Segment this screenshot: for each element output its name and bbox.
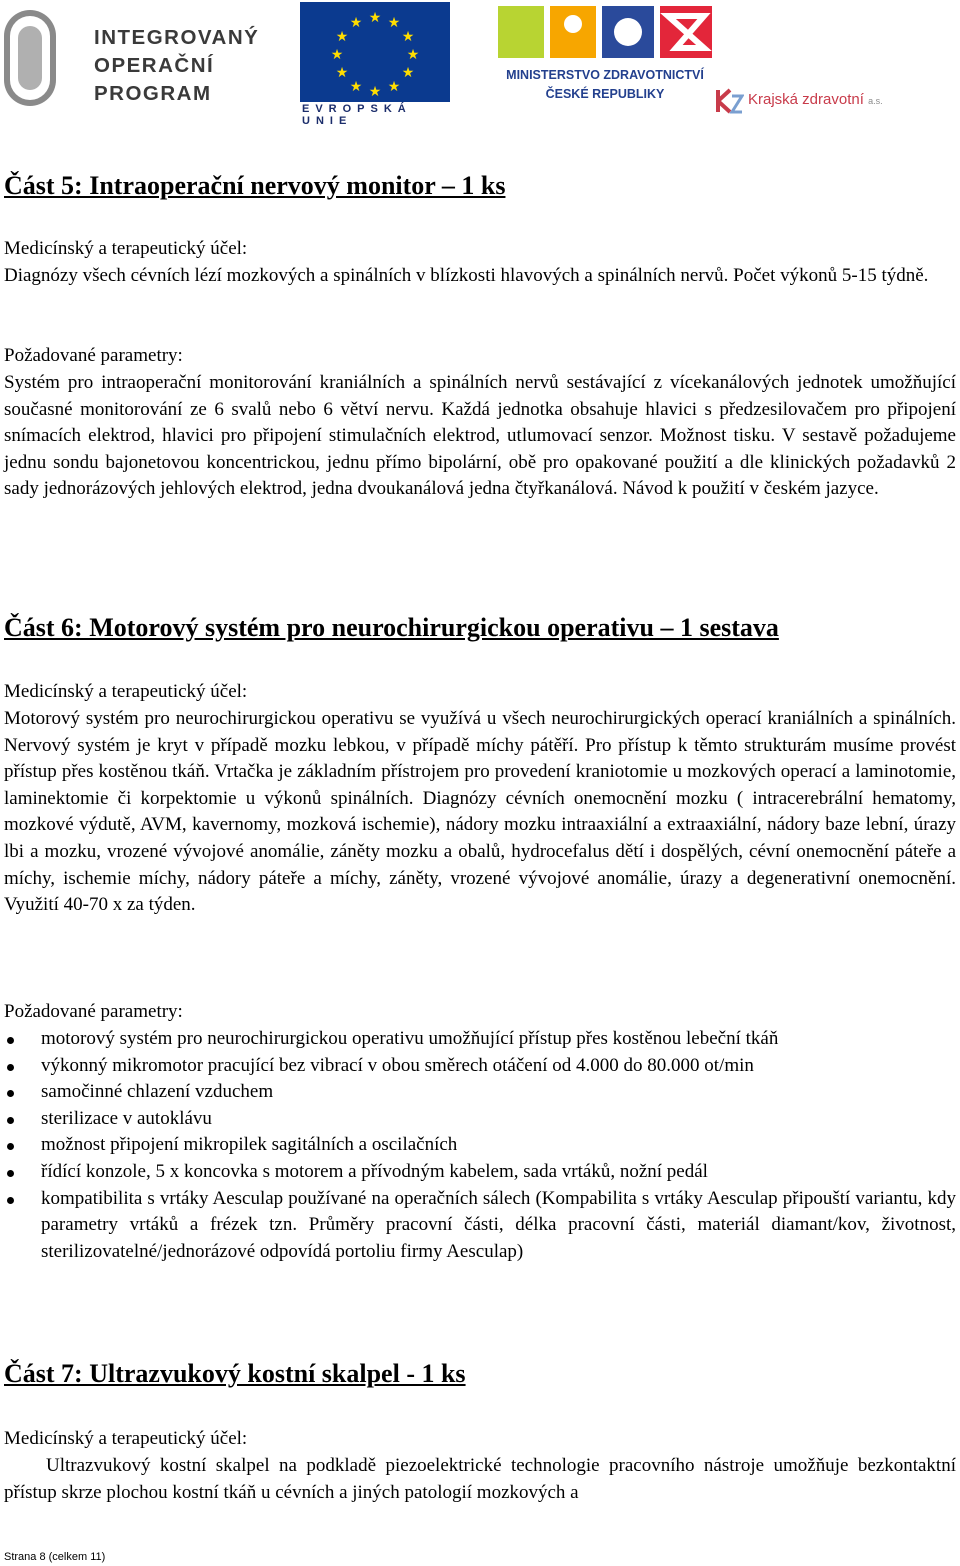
- section-5-purpose-label: Medicínský a terapeutický účel:: [4, 238, 248, 259]
- section-5-purpose-text: Diagnózy všech cévních lézí mozkových a spinálních v blízkosti hlavových a spinálních nervů. Počet výkonů 5-15 týdně.: [4, 265, 929, 286]
- kz-emblem-icon: [714, 88, 744, 114]
- section-7-purpose-label: Medicínský a terapeutický účel:: [4, 1428, 248, 1449]
- section-7-heading: Část 7: Ultrazvukový kostní skalpel - 1 ks: [4, 1359, 466, 1388]
- svg-text:★: ★: [335, 66, 349, 81]
- section-6-purpose-label: Medicínský a terapeutický účel:: [4, 681, 248, 702]
- iop-emblem-icon: [4, 8, 94, 108]
- kz-name: Krajská zdravotní: [748, 91, 864, 108]
- page-footer: Strana 8 (celkem 11): [4, 1551, 106, 1563]
- svg-text:★: ★: [349, 16, 363, 31]
- svg-text:★: ★: [387, 80, 401, 95]
- page-header: [0, 0, 960, 130]
- bullet-icon: [7, 1064, 14, 1071]
- ministry-emblem-icon: [492, 2, 718, 64]
- bullet-icon: [7, 1197, 14, 1204]
- list-item: motorový systém pro neurochirurgickou operativu umožňující přístup přes kostěnou lebeční tkáň: [4, 1026, 956, 1053]
- ministry-line-2: ČESKÉ REPUBLIKY: [545, 87, 665, 101]
- ministry-logo: [492, 2, 718, 102]
- iop-logo-text: [94, 24, 259, 108]
- list-item: řídící konzole, 5 x koncovka s motorem a přívodným kabelem, sada vrtáků, nožní pedál: [4, 1159, 956, 1186]
- list-item: samočinné chlazení vzduchem: [4, 1079, 956, 1106]
- list-item: sterilizace v autoklávu: [4, 1106, 956, 1133]
- bullet-icon: [7, 1037, 14, 1044]
- kz-logo: [714, 88, 904, 118]
- svg-text:★: ★: [387, 16, 401, 31]
- svg-text:★: ★: [349, 80, 363, 95]
- iop-line-1: INTEGROVANÝ: [94, 26, 260, 49]
- bullet-icon: [7, 1170, 14, 1177]
- list-item: možnost připojení mikropilek sagitálních a oscilačních: [4, 1132, 956, 1159]
- iop-line-3: PROGRAM: [94, 82, 212, 105]
- section-6-params-list: [4, 1026, 956, 1265]
- list-item: kompatibilita s vrtáky Aesculap používané na operačních sálech (Kompabilita s vrtáky Aesculap připouští variantu, kdy parametry vrtáků a frézek tzn. Průměry pracovní části, délka pracovní části, materiál diamant/kov, životnost, sterilizovatelné/jednorázové odpovídá portoliu firmy Aesculap): [4, 1186, 956, 1266]
- iop-line-2: OPERAČNÍ: [94, 54, 215, 77]
- kz-suffix: a.s.: [868, 96, 883, 106]
- bullet-icon: [7, 1117, 14, 1124]
- bullet-icon: [7, 1090, 14, 1097]
- section-6-heading: Část 6: Motorový systém pro neurochirurgickou operativu – 1 sestava: [4, 613, 779, 642]
- svg-text:★: ★: [368, 11, 382, 26]
- list-item: výkonný mikromotor pracující bez vibrací v obou směrech otáčení od 4.000 do 80.000 ot/min: [4, 1053, 956, 1080]
- section-6-params-label: Požadované parametry:: [4, 1001, 183, 1022]
- ministry-line-1: MINISTERSTVO ZDRAVOTNICTVÍ: [506, 68, 704, 82]
- svg-text:★: ★: [401, 30, 415, 45]
- eu-flag-icon: [300, 2, 450, 102]
- svg-text:★: ★: [330, 48, 344, 63]
- svg-text:★: ★: [401, 66, 415, 81]
- section-5-params-text: Systém pro intraoperační monitorování kraniálních a spinálních nervů sestávající z vícekanálových jednotek umožňující současné monitorování ze 6 svalů nebo 6 větví nervu. Každá jednotka obsahuje hlavici s předzesilovačem pro připojení snímacích elektrod, hlavici pro připojení stimulačních elektrod, utlumovací senzor. Možnost tisku. V sestavě požadujeme jednu sondu bajonetovou koncentrickou, jednu přímo bipolární, obě pro opakované použití a dle klinických požadavků 2 sady jednorázových jehlových elektrod, jedna dvoukanálová jedna čtyřkanálová. Návod k použití v českém jazyce.: [4, 372, 956, 500]
- kz-logo-text: [748, 91, 883, 108]
- iop-logo: [4, 8, 266, 108]
- section-6-purpose-text: Motorový systém pro neurochirurgickou operativu se využívá u všech neurochirurgických operací kraniálních a spinálních. Nervový systém je kryt v případě mozku lebkou, v případě míchy pátěří. Pro přístup k těmto strukturám musíme provést přístup přes kostěnou tkáň. Vrtačka je základním přístrojem pro provedení kraniotomie u mozkových operací a laminotomie, laminektomie či korpektomie u výkonů spinálních. Diagnózy cévních onemocnění mozku ( intracerebrální hematomy, mozkové výdutě, AVM, kavernomy, mozková ischemie), nádory mozku intraaxiální a extraaxiální, nádory baze lební, úrazy lbi a mozku, vrozené vývojové anomálie, záněty mozku a obalů, hydrocefalus dětí i dospělých, cévní onemocnění páteře a míchy, ischemie míchy, nádory páteře a míchy, záněty, vrozené vývojové anomálie, úrazy a degenerativní onemocnění. Využití 40-70 x za týden.: [4, 708, 956, 916]
- section-5-heading: Část 5: Intraoperační nervový monitor – 1 ks: [4, 171, 506, 200]
- section-7-purpose-text: Ultrazvukový kostní skalpel na podkladě piezoelektrické technologie pracovního nástroje umožňuje bezkontaktní přístup skrze plochou kostní tkáň u cévních a jiných patologií mozkových a: [4, 1455, 956, 1503]
- svg-text:★: ★: [406, 48, 420, 63]
- eu-caption: EVROPSKÁ UNIE: [302, 103, 412, 127]
- svg-text:★: ★: [368, 85, 382, 100]
- bullet-icon: [7, 1143, 14, 1150]
- ministry-logo-text: [492, 66, 718, 104]
- svg-text:★: ★: [335, 30, 349, 45]
- section-5-params-label: Požadované parametry:: [4, 345, 183, 366]
- eu-logo: [300, 2, 450, 127]
